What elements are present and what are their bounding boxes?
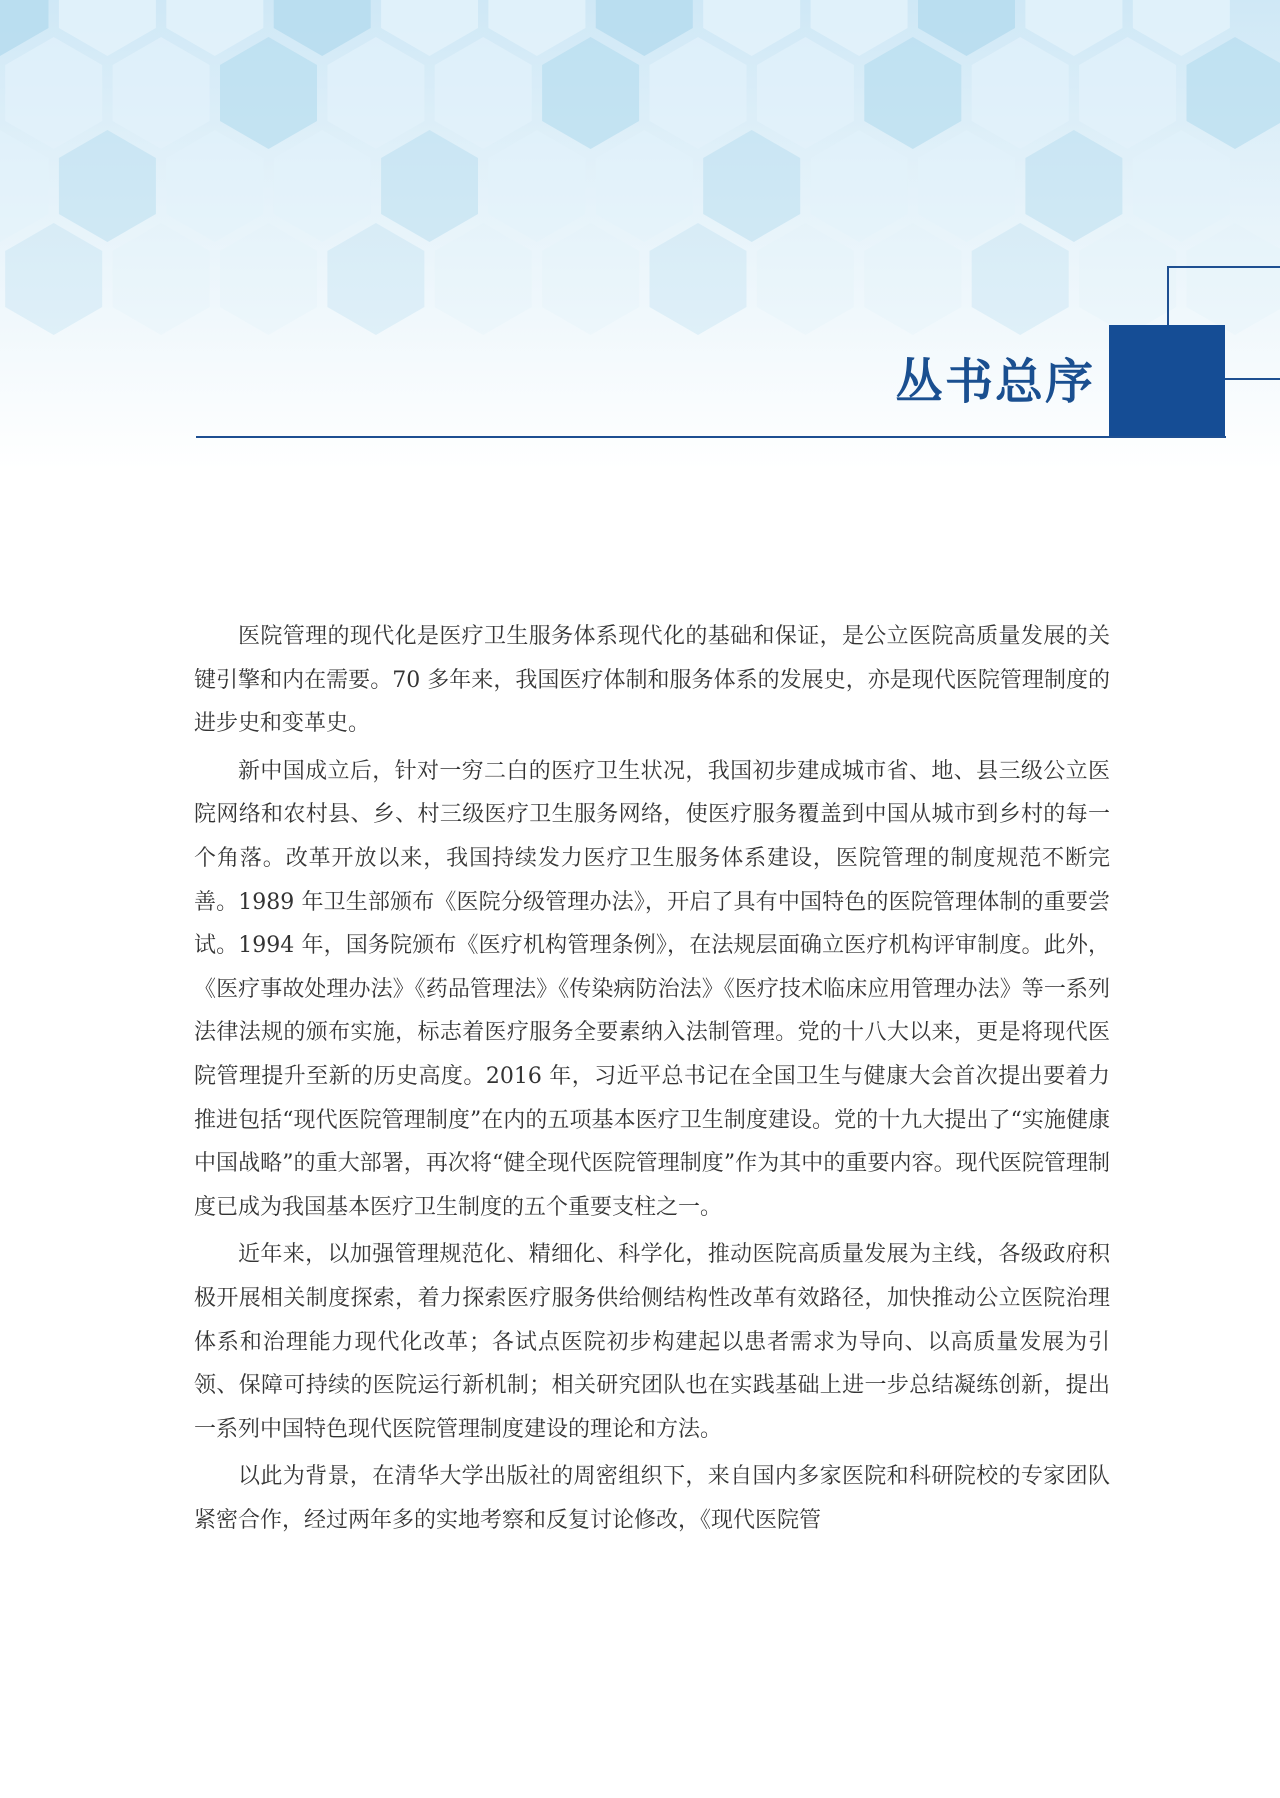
hexagon-tile <box>650 223 747 335</box>
hexagon-tile <box>1025 130 1122 242</box>
title-bracket-decoration <box>1167 266 1280 325</box>
hexagon-tile <box>972 37 1069 149</box>
hexagon-tile <box>488 130 585 242</box>
hexagon-tile <box>1079 37 1176 149</box>
hexagon-tile <box>274 130 371 242</box>
hexagon-tile <box>488 0 585 56</box>
hexagon-tile <box>327 37 424 149</box>
hexagon-tile <box>596 0 693 56</box>
hexagon-tile <box>1133 130 1230 242</box>
paragraph-4: 以此为背景，在清华大学出版社的周密组织下，来自国内多家医院和科研院校的专家团队紧密合作，经过两年多的实地考察和反复讨论修改，《现代医院管 <box>194 1464 1110 1533</box>
hexagon-tile <box>972 223 1069 335</box>
paragraph-2: 新中国成立后，针对一穷二白的医疗卫生状况，我国初步建成城市省、地、县三级公立医院网络和农村县、乡、村三级医疗卫生服务网络，使医疗服务覆盖到中国从城市到乡村的每一个角落。改革开放以来，我国持续发力医疗卫生服务体系建设，医院管理的制度规范不断完善。1989 年卫生部颁布《医院分级管理办法》，开启了具有中国特色的医院管理体制的重要尝试。1994 年，国务院颁布《医疗机构管理条例》，在法规层面确立医疗机构评审制度。此外，《医疗事故处理办法》《药品管理法》《传染病防治法》《医疗技术临床应用管理办法》等一系列法律法规的颁布实施，标志着医疗服务全要素纳入法制管理。党的十八大以来，更是将现代医院管理提升至新的历史高度。2016 年，习近平总书记在全国卫生与健康大会首次提出要着力推进包括“现代医院管理制度”在内的五项基本医疗卫生制度建设。党的十九大提出了“实施健康中国战略”的重大部署，再次将“健全现代医院管理制度”作为其中的重要内容。现代医院管理制度已成为我国基本医疗卫生制度的五个重要支柱之一。 <box>194 758 1110 1220</box>
body-text <box>194 615 1110 1546</box>
hexagon-tile <box>59 130 156 242</box>
hexagon-tile <box>864 223 961 335</box>
hexagon-tile <box>542 37 639 149</box>
hexagon-tile <box>918 130 1015 242</box>
hexagon-tile <box>542 223 639 335</box>
hexagon-tile <box>166 0 263 56</box>
hexagon-tile <box>59 0 156 56</box>
hexagon-tile <box>1025 0 1122 56</box>
hexagon-tile <box>5 37 102 149</box>
hexagon-tile <box>166 130 263 242</box>
hexagon-tile <box>703 130 800 242</box>
hexagon-tile <box>650 37 747 149</box>
hexagon-tile <box>274 0 371 56</box>
hexagon-tile <box>327 223 424 335</box>
hexagon-tile <box>220 223 317 335</box>
hexagon-tile <box>757 37 854 149</box>
hexagon-group <box>0 0 1280 335</box>
hexagon-tile <box>1187 37 1280 149</box>
title-accent-block <box>1109 325 1225 438</box>
paragraph-3: 近年来，以加强管理规范化、精细化、科学化，推动医院高质量发展为主线，各级政府积极开展相关制度探索，着力探索医疗服务供给侧结构性改革有效路径，加快推动公立医院治理体系和治理能力现代化改革；各试点医院初步构建起以患者需求为导向、以高质量发展为引领、保障可持续的医院运行新机制；相关研究团队也在实践基础上进一步总结凝练创新，提出一系列中国特色现代医院管理制度建设的理论和方法。 <box>194 1242 1110 1442</box>
title-underline <box>196 436 1226 438</box>
hexagon-tile <box>381 0 478 56</box>
title-bracket-tail <box>1225 378 1280 380</box>
hexagon-tile <box>757 223 854 335</box>
hexagon-tile <box>0 130 49 242</box>
hexagon-tile <box>220 37 317 149</box>
hexagon-tile <box>703 0 800 56</box>
hexagon-tile <box>1079 223 1176 335</box>
hexagon-tile <box>811 130 908 242</box>
hexagon-tile <box>811 0 908 56</box>
paragraph-1: 医院管理的现代化是医疗卫生服务体系现代化的基础和保证，是公立医院高质量发展的关键引擎和内在需要。70 多年来，我国医疗体制和服务体系的发展史，亦是现代医院管理制度的进步史和变革史。 <box>194 624 1110 737</box>
hexagon-tile <box>435 37 532 149</box>
hexagon-tile <box>381 130 478 242</box>
hexagon-tile <box>113 37 210 149</box>
hexagon-tile <box>1133 0 1230 56</box>
hexagon-tile <box>918 0 1015 56</box>
hexagon-tile <box>113 223 210 335</box>
hexagon-tile <box>435 223 532 335</box>
page-title: 丛书总序 <box>894 354 1095 410</box>
hexagon-tile <box>864 37 961 149</box>
hexagon-tile <box>596 130 693 242</box>
hexagon-tile <box>5 223 102 335</box>
